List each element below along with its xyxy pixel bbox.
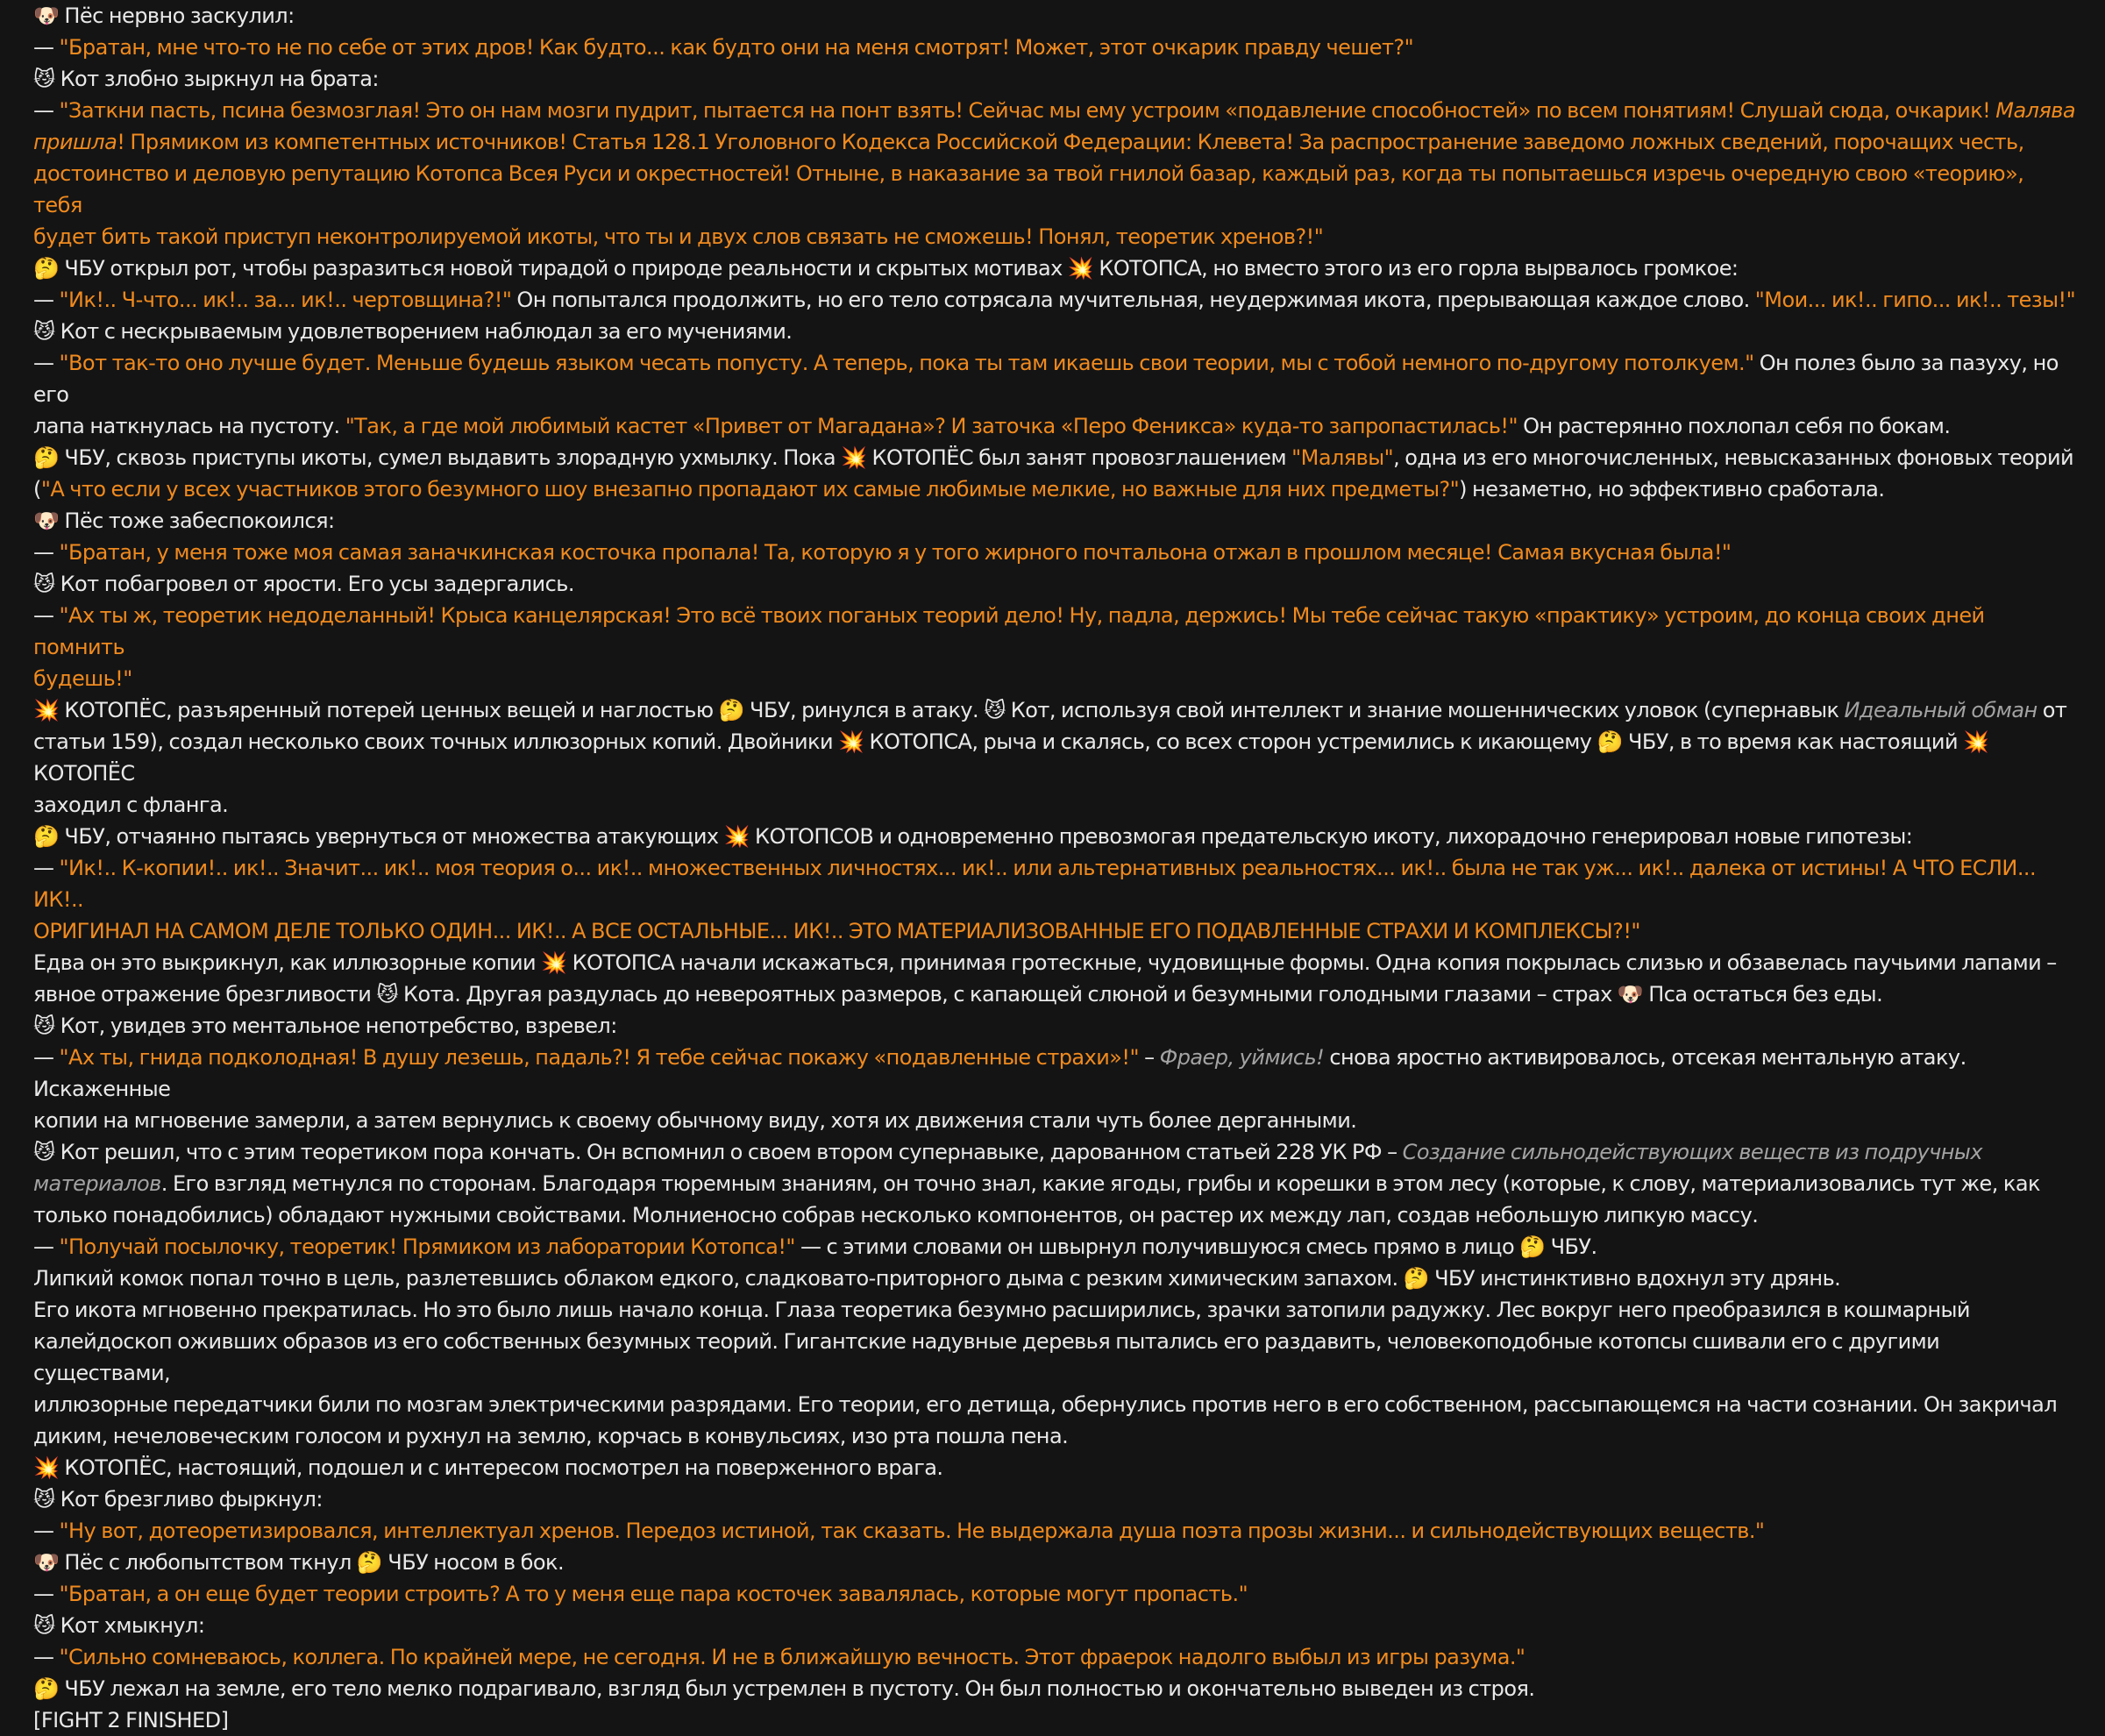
narration-text: Кот хмыкнул:	[54, 1613, 205, 1638]
narration-text: —	[33, 1645, 60, 1669]
narration-text: Кот решил, что с этим теоретиком пора кончать. Он вспомнил о своем втором супернавыке, дарованном статьей 228 УК РФ –	[54, 1140, 1403, 1164]
narration-text: лапа наткнулась на пустоту.	[33, 414, 345, 438]
log-line	[33, 694, 2076, 726]
log-line	[33, 1199, 2076, 1231]
quote-text: "А что если у всех участников этого безумного шоу внезапно пропадают их самые любимые мелкие, но важные для них предметы?"	[40, 477, 1460, 502]
thinking-face-icon: 🤔	[718, 698, 744, 722]
narration-text: ЧБУ, отчаянно пытаясь увернуться от множества атакующих	[59, 824, 724, 849]
log-line	[33, 1452, 2076, 1483]
log-line	[33, 1704, 2076, 1736]
log-line	[33, 568, 2076, 600]
log-line	[33, 347, 2076, 410]
narration-text: Его икота мгновенно прекратилась. Но это было лишь начало конца. Глаза теоретика безумно расширились, зрачки затопили радужку. Лес вокруг него преобразился в кошмарный	[33, 1298, 1970, 1322]
log-line	[33, 1136, 2076, 1168]
narration-text: КОТОПСА, но вместо этого из его горла вырвалось громкое:	[1093, 256, 1739, 281]
thinking-face-icon: 🤔	[1519, 1234, 1546, 1259]
skill-name: Фраер, уймись!	[1159, 1045, 1325, 1070]
narration-text: Кот с нескрываемым удовлетворением наблюдал за его мучениями.	[54, 319, 793, 344]
quote-text: достоинство и деловую репутацию Котопса Всея Руси и окрестностей! Отныне, в наказание за твой гнилой базар, каждый раз, когда ты попытаешься изречь очередную свою «теорию», тебя	[33, 161, 2024, 217]
quote-text: "Братан, у меня тоже моя самая заначкинская косточка пропала! Та, которую я у того жирного почтальона отжал в прошлом месяце! Самая вкусная была!"	[59, 540, 1732, 565]
quote-text: "Малявы"	[1291, 445, 1394, 470]
chat-log	[33, 0, 2076, 1736]
narration-text: —	[33, 856, 60, 880]
narration-text: КОТОПСА, рыча и скалясь, со всех сторон устремились к икающему	[864, 729, 1597, 754]
log-line	[33, 1326, 2076, 1389]
log-line	[33, 852, 2076, 915]
narration-text: ЧБУ, ринулся в атаку.	[743, 698, 985, 722]
narration-text: КОТОПСА начали искажаться, принимая гротескные, чудовищные формы. Одна копия покрылась слизью и обзавелась паучьими лапами –	[566, 950, 2057, 975]
log-line	[33, 1673, 2076, 1704]
log-line	[33, 1515, 2076, 1547]
dog-face-icon: 🐶	[33, 1550, 60, 1575]
narration-text: Кот, увидев это ментальное непотребство, взревел:	[54, 1014, 617, 1038]
log-line	[33, 126, 2076, 158]
narration-text: —	[33, 351, 60, 375]
cat-face-icon: 😼	[33, 572, 55, 596]
narration-text: ЧБУ.	[1545, 1234, 1597, 1259]
narration-text: —	[33, 603, 60, 628]
narration-text: Он попытался продолжить, но его тело сотрясала мучительная, неудержимая икота, прерывающая каждое слово.	[511, 288, 1755, 312]
narration-text: ЧБУ носом в бок.	[382, 1550, 565, 1575]
dog-face-icon: 🐶	[33, 509, 60, 533]
dog-face-icon: 🐶	[1617, 982, 1644, 1007]
dog-face-icon: 🐶	[33, 4, 60, 28]
narration-text: Кот брезгливо фыркнул:	[54, 1487, 323, 1512]
narration-text: —	[33, 1234, 60, 1259]
narration-text: Едва он это выкрикнул, как иллюзорные копии	[33, 950, 542, 975]
narration-text: Кот злобно зыркнул на брата:	[54, 67, 379, 91]
quote-text: "Ну вот, дотеоретизировался, интеллектуал хренов. Передоз истиной, так сказать. Не выдержала душа поэта прозы жизни... и сильнодействующих веществ."	[59, 1519, 1765, 1543]
log-line	[33, 1168, 2076, 1199]
log-line	[33, 600, 2076, 663]
quote-text: "Сильно сомневаюсь, коллега. По крайней мере, не сегодня. И не в ближайшую вечность. Этот фраерок надолго выбыл из игры разума."	[59, 1645, 1525, 1669]
narration-text: ЧБУ лежал на земле, его тело мелко подрагивало, взгляд был устремлен в пустоту. Он был полностью и окончательно выведен из строя.	[59, 1676, 1535, 1701]
quote-text: "Ик!.. Ч-что... ик!.. за... ик!.. чертовщина?!"	[59, 288, 512, 312]
quote-text: "Братан, а он еще будет теории строить? А то у меня еще пара косточек завалялась, которые могут пропасть."	[59, 1582, 1248, 1606]
log-line	[33, 505, 2076, 537]
narration-text: диким, нечеловеческим голосом и рухнул на землю, корчась в конвульсиях, изо рта пошла пена.	[33, 1424, 1069, 1448]
log-line	[33, 0, 2076, 32]
log-line	[33, 473, 2076, 505]
log-line	[33, 1263, 2076, 1294]
narration-text: КОТОПЁС, разъяренный потерей ценных вещей и наглостью	[59, 698, 719, 722]
narration-text: (	[33, 477, 41, 502]
quote-text: "Так, а где мой любимый кастет «Привет от Магадана»? И заточка «Перо Феникса» куда-то запропастилась!"	[345, 414, 1518, 438]
narration-text: Пёс тоже забеспокоился:	[59, 509, 335, 533]
cat-face-icon: 😼	[33, 319, 55, 344]
log-line	[33, 915, 2076, 947]
collision-icon: 💥	[1963, 729, 1989, 754]
narration-text: КОТОПЁС был занят провозглашением	[866, 445, 1292, 470]
cat-face-icon: 😼	[376, 982, 398, 1007]
narration-text: только понадобились) обладают нужными свойствами. Молниеносно собрав несколько компонентов, он растер их между лап, создав небольшую липкую массу.	[33, 1203, 1759, 1227]
narration-text: заходил с фланга.	[33, 793, 229, 817]
narration-text: —	[33, 1045, 60, 1070]
quote-text: "Ах ты, гнида подколодная! В душу лезешь, падаль?! Я тебе сейчас покажу «подавленные страхи»!"	[59, 1045, 1139, 1070]
narration-text: Кота. Другая раздулась до невероятных размеров, с капающей слюной и безумными голодными глазами – страх	[397, 982, 1618, 1007]
narration-text: калейдоскоп оживших образов из его собственных безумных теорий. Гигантские надувные деревья пытались его раздавить, человекоподобные котопсы сшивали его с другими существами,	[33, 1329, 1940, 1385]
narration-text: Кот побагровел от ярости. Его усы задергались.	[54, 572, 574, 596]
narration-text: КОТОПЁС, настоящий, подошел и с интересом посмотрел на поверженного врага.	[59, 1455, 943, 1480]
collision-icon: 💥	[838, 729, 864, 754]
quote-text: ОРИГИНАЛ НА САМОМ ДЕЛЕ ТОЛЬКО ОДИН... ИК!.. А ВСЕ ОСТАЛЬНЫЕ... ИК!.. ЭТО МАТЕРИАЛИЗОВАННЫЕ ЕГО ПОДАВЛЕННЫЕ СТРАХИ И КОМПЛЕКСЫ?!"	[33, 919, 1640, 943]
narration-text: ЧБУ открыл рот, чтобы разразиться новой тирадой о природе реальности и скрытых мотивах	[59, 256, 1068, 281]
quote-text: "Ик!.. К-копии!.. ик!.. Значит... ик!.. моя теория о... ик!.. множественных личностях... ик!.. или альтернативных реальностях... ик!.. была не так уж... ик!.. далека от истины! А ЧТО ЕСЛИ... ИК!..	[33, 856, 2037, 912]
cat-face-icon: 😼	[33, 1613, 55, 1638]
quote-text: "Заткни пасть, псина безмозглая! Это он нам мозги пудрит, пытается на понт взять! Сейчас мы ему устроим «подавление способностей» по всем понятиям! Слушай сюда, очкарик!	[59, 98, 1996, 123]
log-line	[33, 442, 2076, 473]
narration-text: —	[33, 540, 60, 565]
narration-text: от	[2037, 698, 2067, 722]
log-line	[33, 1578, 2076, 1610]
narration-text: Пёс нервно заскулил:	[59, 4, 295, 28]
log-line	[33, 1294, 2076, 1326]
quote-text: "Братан, мне что-то не по себе от этих дров! Как будто... как будто они на меня смотрят! Может, этот очкарик правду чешет?"	[59, 35, 1414, 60]
cat-face-icon: 😼	[33, 67, 55, 91]
narration-text: —	[33, 1519, 60, 1543]
log-line	[33, 1610, 2076, 1641]
log-line	[33, 947, 2076, 978]
quote-text: ! Прямиком из компетентных источников! Статья 128.1 Уголовного Кодекса Российской Федерации: Клевета! За распространение заведомо ложных сведений, порочащих честь,	[117, 130, 2024, 154]
log-line	[33, 1641, 2076, 1673]
log-line	[33, 1042, 2076, 1105]
thinking-face-icon: 🤔	[33, 824, 60, 849]
skill-name: Создание сильнодействующих веществ из подручных	[1402, 1140, 1982, 1164]
narration-text: ЧБУ, сквозь приступы икоты, сумел выдавить злорадную ухмылку. Пока	[59, 445, 842, 470]
narration-text: КОТОПСОВ и одновременно превозмогая предательскую икоту, лихорадочно генерировал новые гипотезы:	[749, 824, 1913, 849]
collision-icon: 💥	[1067, 256, 1094, 281]
narration-text: –	[1139, 1045, 1160, 1070]
narration-text: . Его взгляд метнулся по сторонам. Благодаря тюремным знаниям, он точно знал, какие ягоды, грибы и корешки в этом лесу (которые, к слову, материализовались тут же, как	[160, 1171, 2040, 1196]
log-line	[33, 663, 2076, 694]
thinking-face-icon: 🤔	[1597, 729, 1623, 754]
log-line	[33, 95, 2076, 126]
narration-text: , одна из его многочисленных, невысказанных фоновых теорий	[1393, 445, 2074, 470]
log-line	[33, 978, 2076, 1010]
log-line	[33, 316, 2076, 347]
narration-text: —	[33, 288, 60, 312]
log-line	[33, 253, 2076, 284]
thinking-face-icon: 🤔	[33, 1676, 60, 1701]
narration-text: Он растерянно похлопал себя по бокам.	[1517, 414, 1951, 438]
log-line	[33, 221, 2076, 253]
log-line	[33, 1105, 2076, 1136]
log-line	[33, 821, 2076, 852]
thinking-face-icon: 🤔	[33, 445, 60, 470]
quote-text: Малява	[1995, 98, 2076, 123]
cat-face-icon: 😼	[33, 1140, 55, 1164]
collision-icon: 💥	[541, 950, 567, 975]
thinking-face-icon: 🤔	[1403, 1266, 1430, 1291]
narration-text: [FIGHT 2 FINISHED]	[33, 1708, 229, 1732]
skill-name: материалов	[33, 1171, 161, 1196]
collision-icon: 💥	[841, 445, 867, 470]
thinking-face-icon: 🤔	[33, 256, 60, 281]
quote-text: будешь!"	[33, 666, 132, 691]
quote-text: "Ах ты ж, теоретик недоделанный! Крыса канцелярская! Это всё твоих поганых теорий дело! Ну, падла, держись! Мы тебе сейчас такую «практику» устроим, до конца своих дней помнить	[33, 603, 1985, 659]
narration-text: копии на мгновение замерли, а затем вернулись к своему обычному виду, хотя их движения стали чуть более дерганными.	[33, 1108, 1357, 1133]
log-line	[33, 410, 2076, 442]
quote-text: будет бить такой приступ неконтролируемой икоты, что ты и двух слов связать не сможешь! Понял, теоретик хренов?!"	[33, 224, 1324, 249]
skill-name: Идеальный обман	[1844, 698, 2037, 722]
log-line	[33, 32, 2076, 63]
log-line	[33, 63, 2076, 95]
narration-text: —	[33, 35, 60, 60]
narration-text: снова яростно активировалось, отсекая ментальную атаку. Искаженные	[33, 1045, 1966, 1101]
narration-text: Пса остаться без еды.	[1643, 982, 1883, 1007]
log-line	[33, 1010, 2076, 1042]
quote-text: "Мои... ик!.. гипо... ик!.. тезы!"	[1754, 288, 2076, 312]
log-line	[33, 1483, 2076, 1515]
log-line	[33, 158, 2076, 221]
log-line	[33, 1231, 2076, 1263]
collision-icon: 💥	[33, 698, 60, 722]
narration-text: явное отражение брезгливости	[33, 982, 377, 1007]
quote-text: "Получай посылочку, теоретик! Прямиком из лаборатории Котопса!"	[59, 1234, 795, 1259]
quote-text: "Вот так-то оно лучше будет. Меньше будешь языком чесать попусту. А теперь, пока ты там икаешь свои теории, мы с тобой немного по-другому потолкуем."	[59, 351, 1754, 375]
narration-text: Липкий комок попал точно в цель, разлетевшись облаком едкого, сладковато-приторного дыма с резким химическим запахом.	[33, 1266, 1404, 1291]
quote-text: пришла	[33, 130, 117, 154]
narration-text: ) незаметно, но эффективно сработала.	[1459, 477, 1885, 502]
narration-text: —	[33, 98, 60, 123]
log-line	[33, 726, 2076, 789]
narration-text: Пёс с любопытством ткнул	[59, 1550, 357, 1575]
log-line	[33, 537, 2076, 568]
narration-text: Кот, используя свой интеллект и знание мошеннических уловок (супернавык	[1005, 698, 1845, 722]
narration-text: иллюзорные передатчики били по мозгам электрическими разрядами. Его теории, его детища, обернулись против него в его собственном, рассыпающемся на части сознании. Он закричал	[33, 1392, 2058, 1417]
thinking-face-icon: 🤔	[356, 1550, 383, 1575]
cat-face-icon: 😼	[33, 1014, 55, 1038]
collision-icon: 💥	[33, 1455, 60, 1480]
cat-face-icon: 😼	[984, 698, 1006, 722]
log-line	[33, 1420, 2076, 1452]
collision-icon: 💥	[723, 824, 750, 849]
narration-text: ЧБУ, в то время как настоящий	[1622, 729, 1964, 754]
log-line	[33, 789, 2076, 821]
narration-text: статьи 159), создал несколько своих точных иллюзорных копий. Двойники	[33, 729, 839, 754]
log-line	[33, 284, 2076, 316]
narration-text: — с этими словами он швырнул получившуюся смесь прямо в лицо	[794, 1234, 1520, 1259]
narration-text: КОТОПЁС	[33, 761, 135, 786]
cat-face-icon: 😼	[33, 1487, 55, 1512]
narration-text: —	[33, 1582, 60, 1606]
narration-text: Он полез было за пазуху, но его	[33, 351, 2059, 407]
log-line	[33, 1547, 2076, 1578]
narration-text: ЧБУ инстинктивно вдохнул эту дрянь.	[1429, 1266, 1841, 1291]
log-line	[33, 1389, 2076, 1420]
